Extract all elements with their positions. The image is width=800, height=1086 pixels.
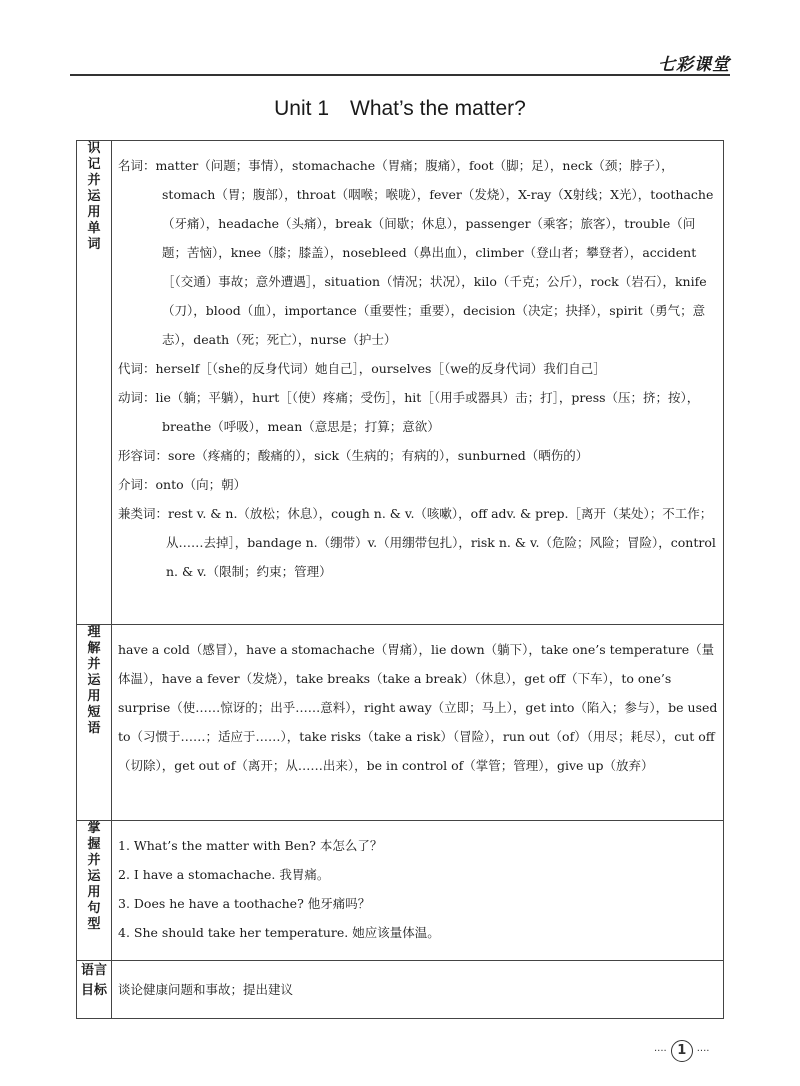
label-char: 并 xyxy=(87,173,101,188)
label-char: 语言 xyxy=(81,963,108,978)
label-char: 理 xyxy=(87,625,101,640)
entry-prepositions: 介词：onto（向；朝） xyxy=(118,477,247,492)
entry-verbs: 动词：lie（躺；平躺），hurt［（使）疼痛；受伤］，hit［（用手或器具）击；打］，press（压；挤；按），breathe（呼吸），mean（意思是；打算；意欲） xyxy=(118,390,700,434)
sentence-1: 1. What’s the matter with Ben? 本怎么了？ xyxy=(118,838,383,853)
label-char: 目标 xyxy=(81,983,108,998)
section-label xyxy=(77,961,112,1019)
table-row xyxy=(77,961,724,1019)
label-char: 用 xyxy=(87,689,101,704)
page-dots-right: ···· xyxy=(696,1045,710,1057)
label-char: 语 xyxy=(87,721,101,736)
section-label-text xyxy=(81,141,107,253)
sentence-4: 4. She should take her temperature. 她应该量体温。 xyxy=(118,925,440,940)
section-label xyxy=(77,141,112,625)
unit-title: Unit 1 What’s the matter? xyxy=(274,97,526,120)
entry-adjectives: 形容词：sore（疼痛的；酸痛的），sick（生病的；有病的），sunburned（晒伤的） xyxy=(118,448,589,463)
label-char: 短 xyxy=(87,705,101,720)
section-content xyxy=(112,821,724,961)
section-label-text xyxy=(81,821,107,933)
section-content xyxy=(112,961,724,1019)
table-row xyxy=(77,625,724,821)
label-char: 用 xyxy=(87,205,101,220)
page-dots-left: ···· xyxy=(654,1045,667,1057)
section-content xyxy=(112,141,724,625)
label-char: 运 xyxy=(87,673,101,688)
entry-multi-class: 兼类词：rest v. & n.（放松；休息），cough n. & v.（咳嗽），off adv. & prep.［离开（某处）；不工作；从……去掉］，bandage n.（绷带）v.（用绷带包扎），risk n. & v.（危险；风险；冒险），control n. & v.（限制；约束；管理） xyxy=(118,506,716,579)
label-char: 识 xyxy=(87,141,101,156)
page-number xyxy=(654,1040,709,1062)
page-number-circle: 1 xyxy=(671,1040,693,1062)
label-char: 句 xyxy=(87,901,101,916)
section-content xyxy=(112,625,724,821)
label-char: 词 xyxy=(87,237,101,252)
label-char: 用 xyxy=(87,885,101,900)
label-char: 解 xyxy=(87,641,101,656)
label-char: 运 xyxy=(87,189,101,204)
label-char: 记 xyxy=(87,157,101,172)
table-row xyxy=(77,141,724,625)
brand-logo: 七彩课堂 xyxy=(658,55,730,75)
entry-phrases: have a cold（感冒），have a stomachache（胃痛），lie down（躺下），take one’s temperature（量体温），have a fever（发烧），take breaks（take a break）（休息），get off（下车），to one’s surprise（使……惊讶的；出乎……意料），right away（立即；马上），get into（陷入；参与），be used to（习惯于……；适应于……），take risks（take a risk）（冒险），run out（of）（用尽；耗尽），cut off（切除），get out of（离开；从……出来），be in control of（掌管；管理），give up（放弃） xyxy=(118,642,718,773)
entry-nouns: 名词：matter（问题；事情），stomachache（胃痛；腹痛），foot（脚；足），neck（颈；脖子），stomach（胃；腹部），throat（咽喉；喉咙），fever（发烧），X-ray（X射线；X光），toothache（牙痛），headache（头痛），break（间歇；休息），passenger（乘客；旅客），trouble（问题；苦恼），knee（膝；膝盖），nosebleed（鼻出血），climber（登山者；攀登者），accident［（交通）事故；意外遭遇］，situation（情况；状况），kilo（千克；公斤），rock（岩石），knife（刀），blood（血），importance（重要性；重要），decision（决定；抉择），spirit（勇气；意志），death（死；死亡），nurse（护士） xyxy=(118,158,714,347)
table-row xyxy=(77,821,724,961)
label-char: 并 xyxy=(87,853,101,868)
sentence-3: 3. Does he have a toothache? 他牙痛吗？ xyxy=(118,896,371,911)
entry-language-goal: 谈论健康问题和事故；提出建议 xyxy=(118,982,294,997)
section-label-text xyxy=(81,625,107,737)
section-label-text xyxy=(81,961,107,1001)
entry-pronouns: 代词：herself［（she的反身代词）她自己］，ourselves［（we的反身代词）我们自己］ xyxy=(118,361,606,376)
section-label xyxy=(77,821,112,961)
sentence-2: 2. I have a stomachache. 我胃痛。 xyxy=(118,867,330,882)
label-char: 单 xyxy=(87,221,101,236)
label-char: 掌 xyxy=(87,821,101,836)
label-char: 并 xyxy=(87,657,101,672)
section-label xyxy=(77,625,112,821)
vocabulary-table xyxy=(76,140,724,1019)
label-char: 运 xyxy=(87,869,101,884)
label-char: 握 xyxy=(87,837,101,852)
label-char: 型 xyxy=(87,917,101,932)
header-rule xyxy=(70,74,730,76)
